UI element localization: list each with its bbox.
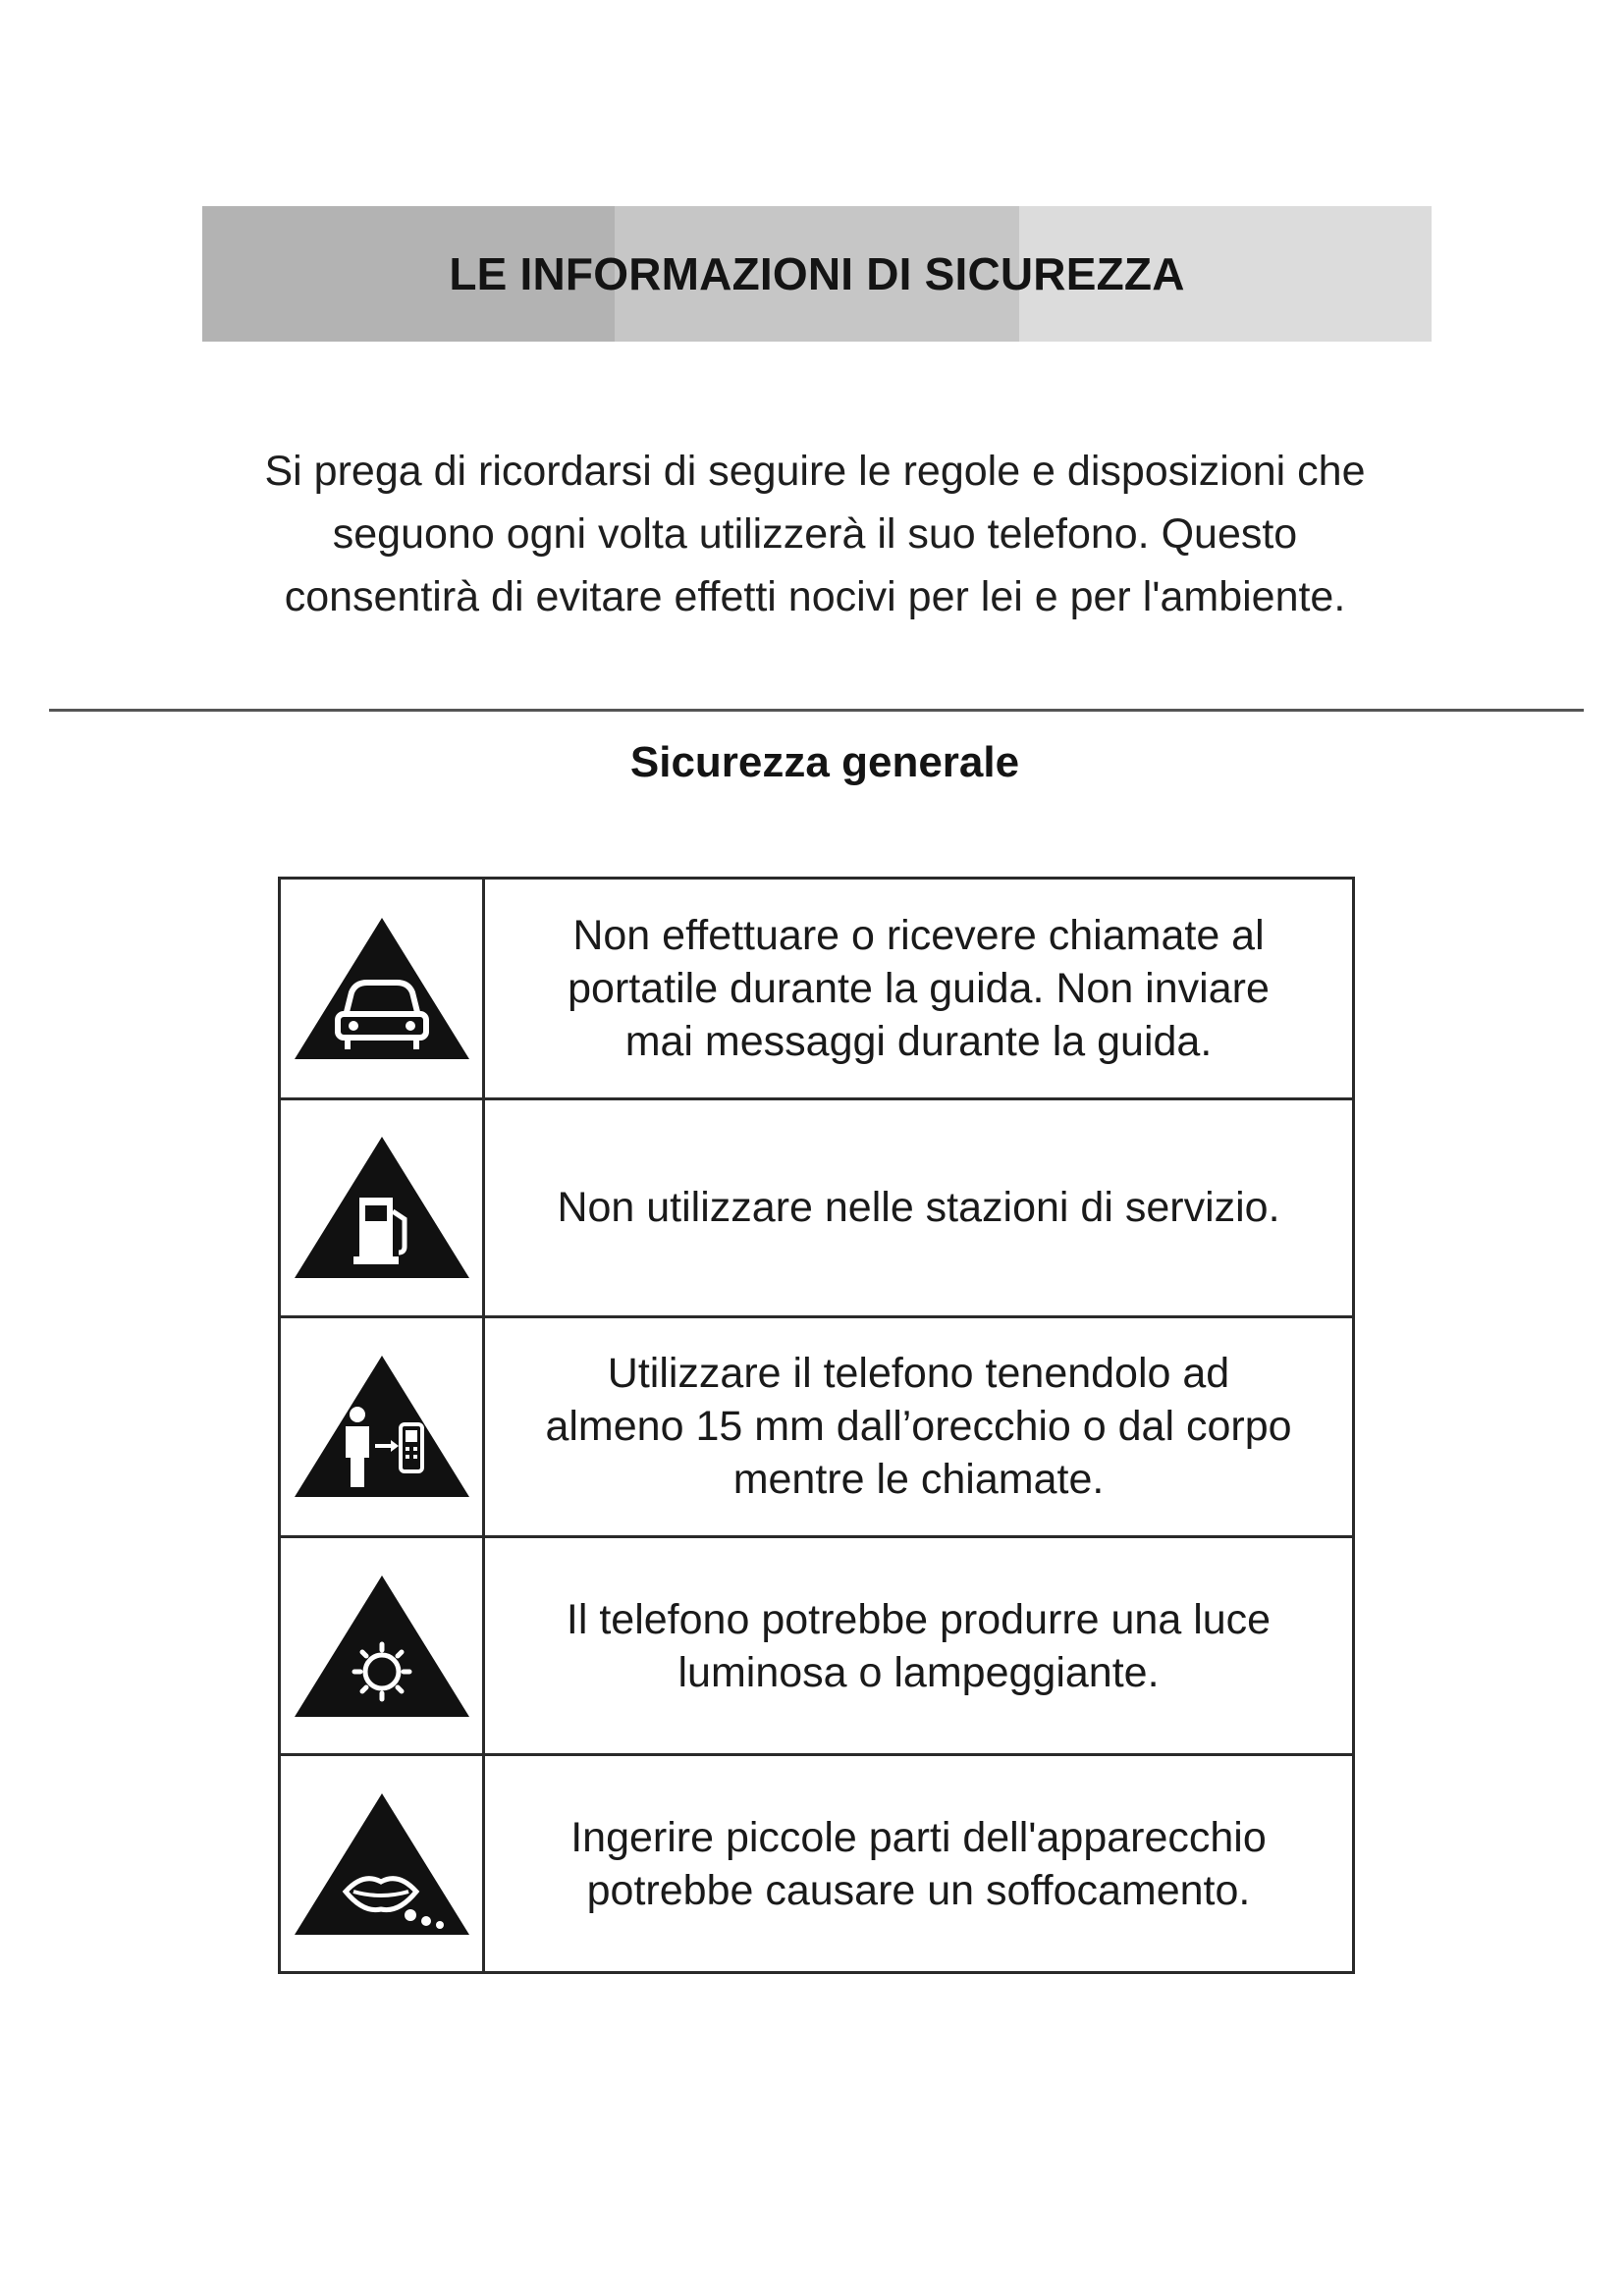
- rule-line: Utilizzare il telefono tenendolo ad: [607, 1350, 1230, 1398]
- rule-text: [484, 1755, 1354, 1973]
- table-row: [280, 879, 1354, 1099]
- body-distance-warning-icon: [289, 1348, 475, 1505]
- rule-line: luminosa o lampeggiante.: [677, 1648, 1160, 1696]
- table-row: [280, 1537, 1354, 1755]
- page-title: LE INFORMAZIONI DI SICUREZZA: [449, 248, 1185, 299]
- icon-cell: [280, 1316, 484, 1537]
- table-row: [280, 1098, 1354, 1316]
- safety-rules-table: [278, 877, 1355, 1974]
- section-title: Sicurezza generale: [629, 738, 1020, 786]
- intro-paragraph: [157, 440, 1473, 628]
- rule-line: potrebbe causare un soffocamento.: [586, 1866, 1251, 1914]
- intro-line: seguono ogni volta utilizzerà il suo telefono. Questo: [332, 510, 1298, 558]
- fuel-pump-warning-icon: [289, 1129, 475, 1286]
- table-row: [280, 1755, 1354, 1973]
- rule-line: Il telefono potrebbe produrre una luce: [566, 1595, 1272, 1643]
- rule-text: [484, 1537, 1354, 1755]
- rule-line: Non utilizzare nelle stazioni di servizio.: [557, 1184, 1280, 1232]
- divider: [49, 709, 1584, 712]
- car-warning-icon: [289, 910, 475, 1067]
- rule-line: Non effettuare o ricevere chiamate al: [572, 911, 1265, 959]
- rule-line: almeno 15 mm dall’orecchio o dal corpo: [545, 1403, 1292, 1451]
- rule-text: [484, 1098, 1354, 1316]
- icon-cell: [280, 879, 484, 1099]
- table-row: [280, 1316, 1354, 1537]
- choking-hazard-warning-icon: [289, 1786, 475, 1943]
- rule-line: mai messaggi durante la guida.: [624, 1017, 1213, 1065]
- rule-line: Ingerire piccole parti dell'apparecchio: [570, 1813, 1267, 1861]
- rule-line: portatile durante la guida. Non inviare: [568, 964, 1270, 1012]
- rule-line: mentre le chiamate.: [732, 1456, 1105, 1504]
- icon-cell: [280, 1755, 484, 1973]
- bright-light-warning-icon: [289, 1568, 475, 1725]
- rule-text: [484, 1316, 1354, 1537]
- intro-line: Si prega di ricordarsi di seguire le regole e disposizioni che: [264, 448, 1366, 495]
- icon-cell: [280, 1098, 484, 1316]
- rule-text: [484, 879, 1354, 1099]
- intro-line: consentirà di evitare effetti nocivi per lei e per l'ambiente.: [284, 573, 1346, 620]
- icon-cell: [280, 1537, 484, 1755]
